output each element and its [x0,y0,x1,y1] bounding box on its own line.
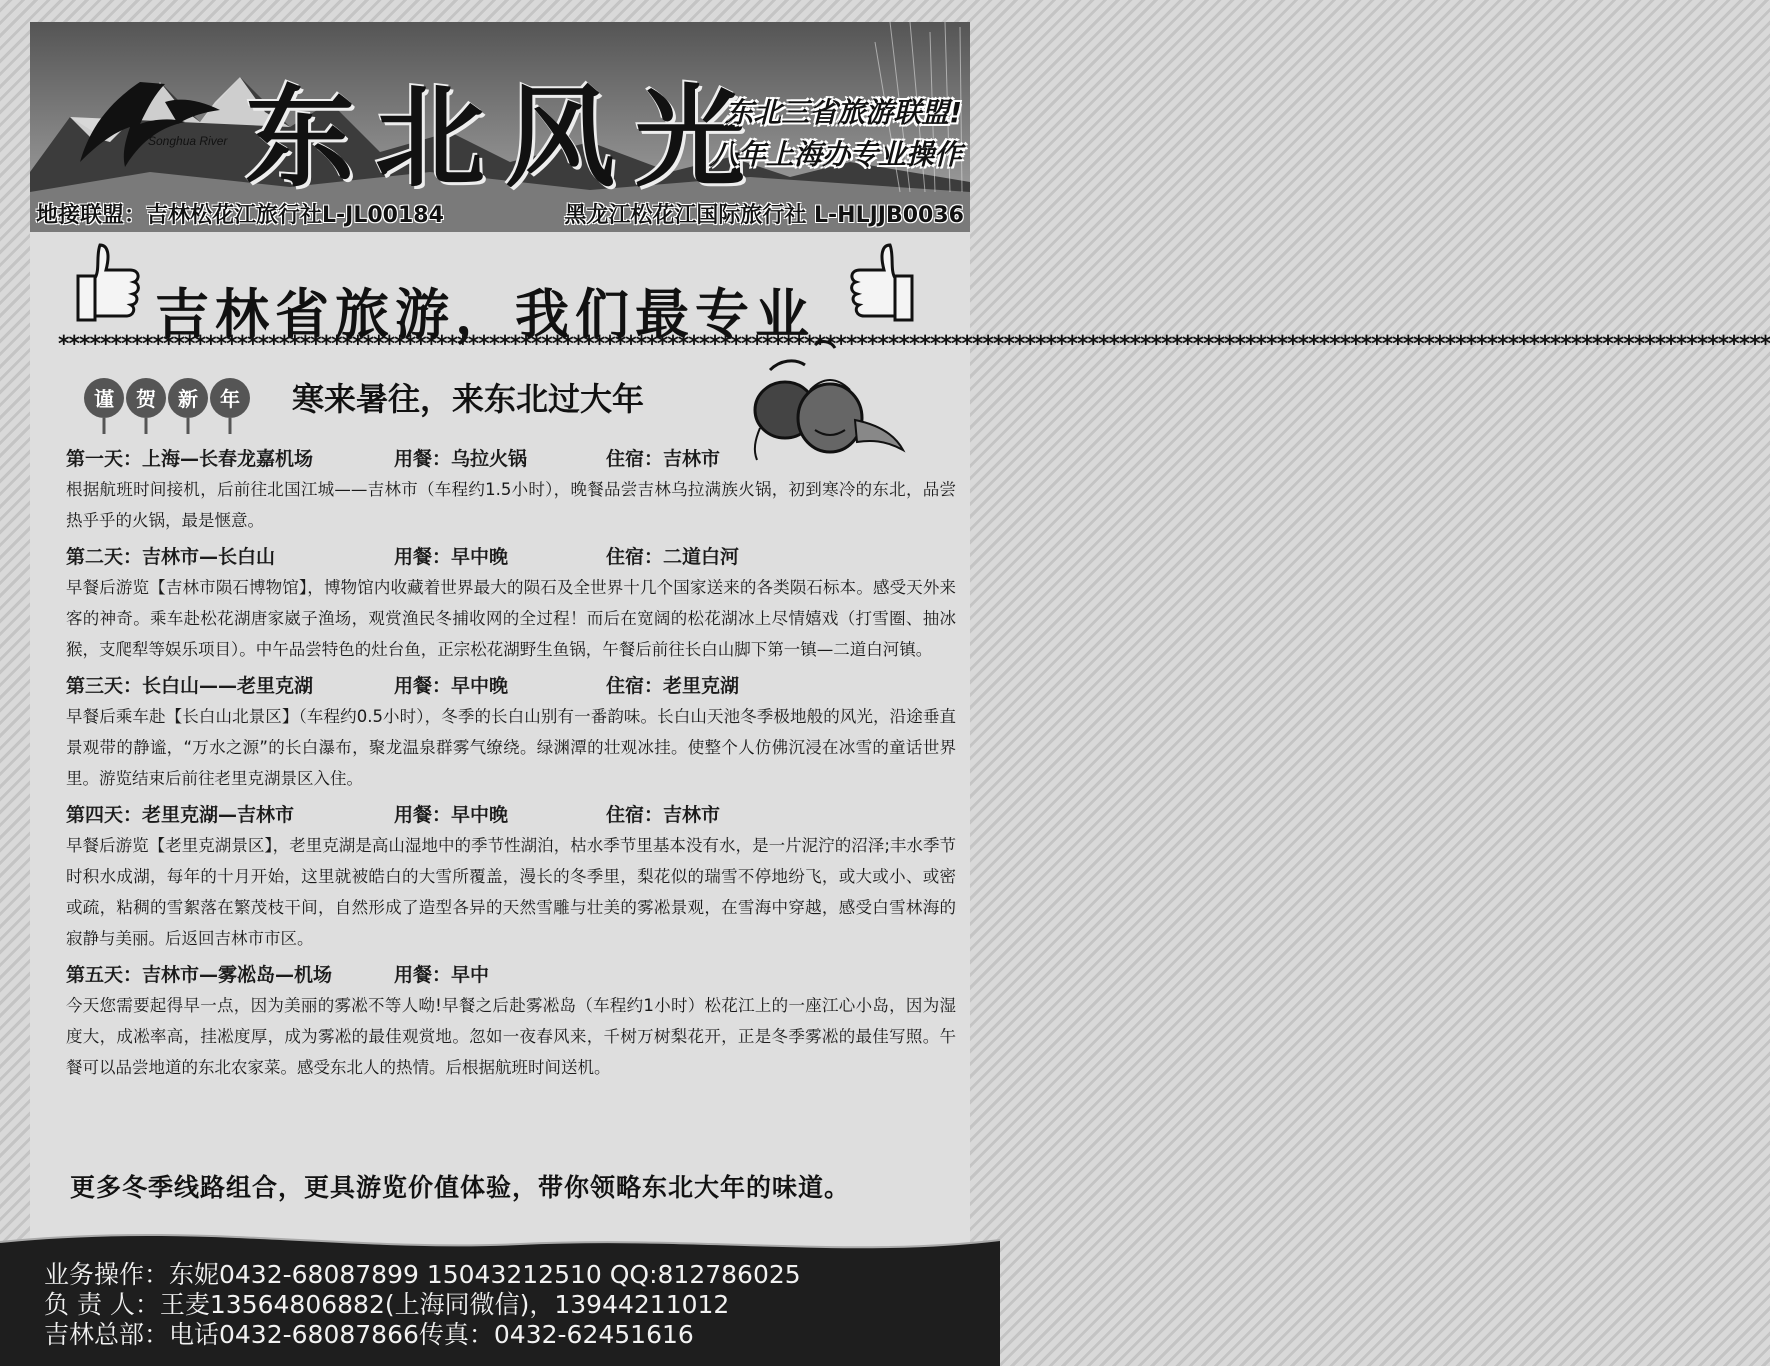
day-2 [66,538,956,665]
day-description: 早餐后游览【老里克湖景区】，老里克湖是高山湿地中的季节性湖泊，枯水季节里基本没有水，是一片泥泞的沼泽;丰水季节时积水成湖，每年的十月开始，这里就被皓白的大雪所覆盖，漫长的冬季里，梨花似的瑞雪不停地纷飞，或大或小、或密或疏，粘稠的雪絮落在繁茂枝干间，自然形成了造型各异的天然雪雕与壮美的雾凇景观，在雪海中穿越，感受白雪林海的寂静与美丽。后返回吉林市市区。 [66,836,956,948]
slogan-line-2: 八年上海办专业操作 [709,138,962,171]
agency-left: 地接联盟：吉林松花江旅行社L-JL00184 [36,202,444,228]
badge-char-4: 年 [220,387,240,411]
itinerary [66,440,956,1085]
badge-char-3: 新 [178,387,198,411]
day-description: 根据航班时间接机，后前往北国江城——吉林市（车程约1.5小时），晚餐品尝吉林乌拉满族火锅，初到寒冷的东北，品尝热乎乎的火锅，最是惬意。 [66,480,956,530]
day-meal: 用餐：早中晚 [394,545,509,568]
badge-1 [84,378,124,434]
thumbs-up-icon-right [840,240,920,330]
contact-info [44,1260,801,1350]
footer-slogan: 更多冬季线路组合，更具游览价值体验，带你领略东北大年的味道。 [70,1173,851,1202]
thumbs-up-icon [70,240,150,330]
agency-right: 黑龙江松花江国际旅行社 L-HLJJB0036 [564,202,964,228]
day-route: 第三天：长白山——老里克湖 [66,674,314,697]
section-subtitle: 寒来暑往，来东北过大年 [292,380,645,418]
day-5 [66,956,956,1083]
contact-line-manager: 负 责 人：王麦13564806882(上海同微信)，13944211012 [44,1290,730,1319]
day-header [66,440,956,474]
day-meal: 用餐：早中晚 [394,674,509,697]
day-stay: 住宿：老里克湖 [606,674,740,697]
day-route: 第四天：老里克湖—吉林市 [66,803,295,826]
songhua-river-logo [70,72,270,182]
day-route: 第二天：吉林市—长白山 [66,545,276,568]
day-description: 早餐后游览【吉林市陨石博物馆】，博物馆内收藏着世界最大的陨石及全世界十几个国家送来的各类陨石标本。感受天外来客的神奇。乘车赴松花湖唐家崴子渔场，观赏渔民冬捕收网的全过程！而后在宽阔的松花湖冰上尽情嬉戏（打雪圈、抽冰猴，支爬犁等娱乐项目）。中午品尝特色的灶台鱼，正宗松花湖野生鱼锅，午餐后前往长白山脚下第一镇—二道白河镇。 [66,578,956,659]
day-header [66,796,956,830]
new-year-greeting [76,368,256,438]
day-description: 早餐后乘车赴【长白山北景区】（车程约0.5小时），冬季的长白山别有一番韵味。长白山天池冬季极地般的风光，沿途垂直景观带的静谧，“万水之源”的长白瀑布，聚龙温泉群雾气缭绕。绿渊潭的壮观冰挂。使整个人仿佛沉浸在冰雪的童话世界里。游览结束后前往老里克湖景区入住。 [66,707,956,788]
day-stay: 住宿：吉林市 [606,447,721,470]
contact-line-operations: 业务操作：东妮0432-68087899 15043212510 QQ:812786025 [44,1260,801,1289]
day-header [66,667,956,701]
main-headline: 吉林省旅游，我们最专业 [155,282,815,346]
contact-line-headquarters: 吉林总部：电话0432-68087866传真：0432-62451616 [44,1320,694,1349]
header-banner [30,22,970,232]
day-1 [66,440,956,536]
day-stay: 住宿：二道白河 [606,545,740,568]
badge-3 [168,378,208,434]
day-meal: 用餐：早中 [394,963,490,986]
day-header [66,956,956,990]
day-meal: 用餐：乌拉火锅 [394,447,528,470]
day-header [66,538,956,572]
badge-2 [126,378,166,434]
day-stay: 住宿：吉林市 [606,803,721,826]
day-meal: 用餐：早中晚 [394,803,509,826]
agency-bar [30,194,970,232]
day-4 [66,796,956,954]
star-divider: ******************************************************************************************************************************************************************* [58,332,1770,357]
badge-char-2: 贺 [136,387,156,411]
day-description: 今天您需要起得早一点，因为美丽的雾凇不等人呦!早餐之后赴雾凇岛（车程约1小时）松花江上的一座江心小岛，因为湿度大，成凇率高，挂凇度厚，成为雾凇的最佳观赏地。忽如一夜春风来，千树万树梨花开，正是冬季雾凇的最佳写照。午餐可以品尝地道的东北农家菜。感受东北人的热情。后根据航班时间送机。 [66,996,956,1077]
flyer-page [30,22,1770,1366]
alliance-slogan [710,92,962,176]
logo-subtitle: Songhua River [148,134,228,148]
day-route: 第一天：上海—长春龙嘉机场 [66,447,314,470]
brand-title: 东北风光 [245,73,765,202]
badge-char-1: 谨 [94,387,114,411]
badge-4 [210,378,250,434]
day-route: 第五天：吉林市—雾凇岛—机场 [66,963,333,986]
slogan-line-1: 东北三省旅游联盟! [725,96,962,129]
day-3 [66,667,956,794]
